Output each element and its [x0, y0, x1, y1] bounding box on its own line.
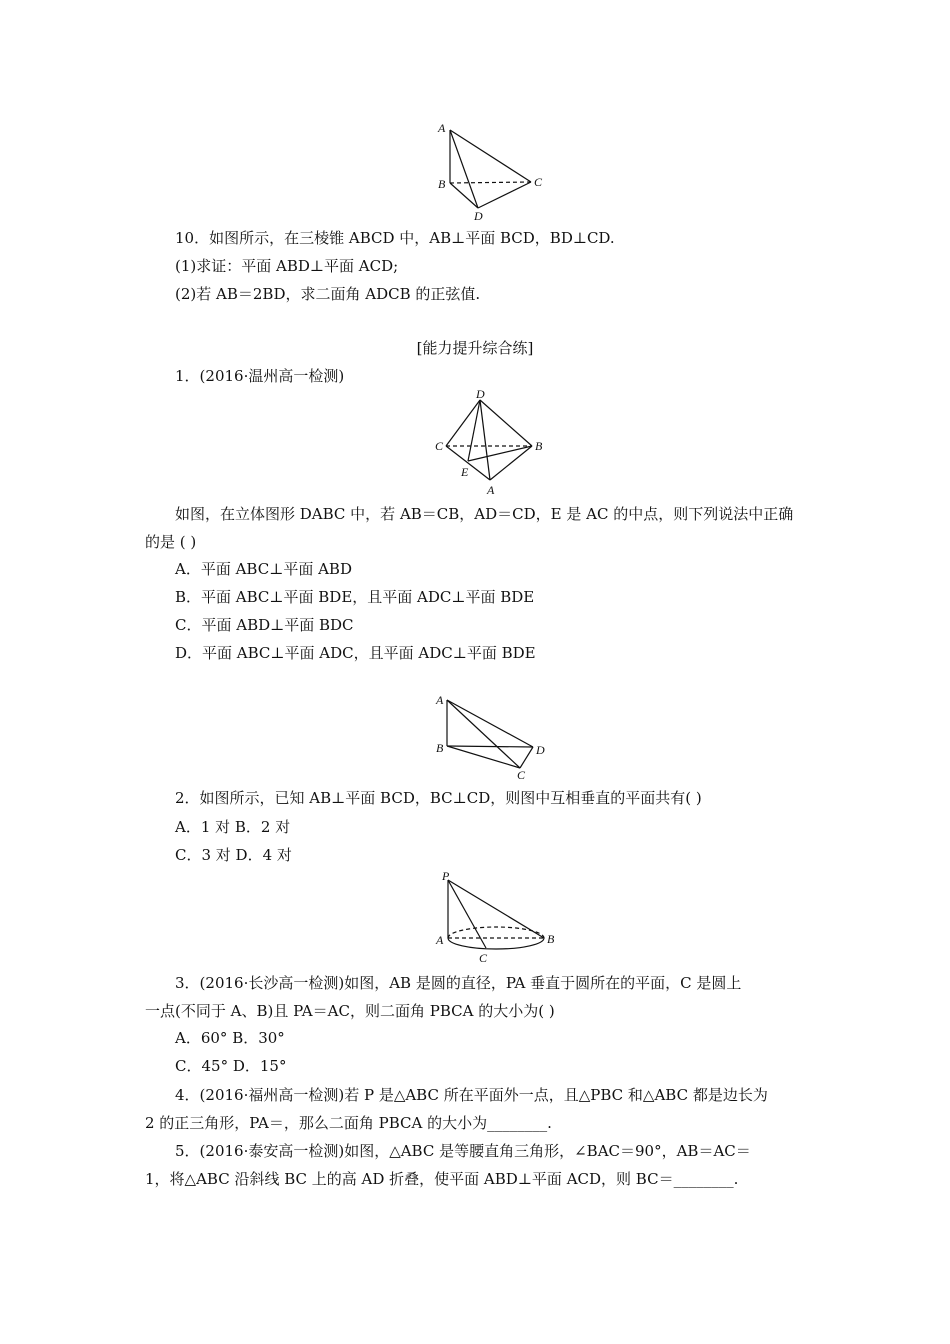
label-a: A [438, 121, 446, 135]
label-b: B [436, 741, 444, 755]
label-d: D [474, 209, 483, 223]
label-b: B [547, 932, 555, 946]
figure-tetrahedron-q10 [435, 118, 550, 223]
label-e: E [461, 465, 469, 479]
q4-line1: 4．(2016·福州高一检测)若 P 是△ABC 所在平面外一点，且△PBC 和△ABC 都是边长为 [175, 1086, 768, 1104]
q3-stem-line2: 一点(不同于 A、B)且 PA＝AC，则二面角 PBCA 的大小为( ) [145, 1002, 555, 1020]
q1-option-d: D．平面 ABC⊥平面 ADC，且平面 ADC⊥平面 BDE [175, 644, 536, 662]
figure-q1 [432, 388, 552, 500]
label-a: A [436, 933, 444, 947]
q10-stem: 10．如图所示，在三棱锥 ABCD 中，AB⊥平面 BCD，BD⊥CD. [175, 229, 615, 247]
label-c: C [534, 175, 543, 189]
label-c: C [435, 439, 444, 453]
label-d: D [476, 388, 485, 401]
label-c: C [479, 951, 488, 965]
q3-options-row1: A．60° B．30° [175, 1029, 285, 1047]
q2-options-row2: C．3 对 D．4 对 [175, 846, 292, 864]
q10-part2: (2)若 AB＝2BD，求二面角 ADCB 的正弦值. [175, 285, 481, 303]
label-c: C [517, 768, 526, 782]
label-b: B [535, 439, 543, 453]
q1-option-b: B．平面 ABC⊥平面 BDE，且平面 ADC⊥平面 BDE [175, 588, 535, 606]
q10-part1: (1)求证：平面 ABD⊥平面 ACD; [175, 257, 399, 275]
q3-stem-line1: 3．(2016·长沙高一检测)如图，AB 是圆的直径，PA 垂直于圆所在的平面，C 是圆上 [175, 974, 742, 992]
q5-line2: 1，将△ABC 沿斜线 BC 上的高 AD 折叠，使平面 ABD⊥平面 ACD，则 BC＝________. [145, 1170, 739, 1188]
figure-q2 [432, 688, 557, 783]
figure-q3 [432, 868, 557, 968]
q2-stem: 2．如图所示，已知 AB⊥平面 BCD，BC⊥CD，则图中互相垂直的平面共有( ) [175, 789, 702, 807]
label-d: D [536, 743, 545, 757]
label-a: A [487, 483, 495, 497]
q3-options-row2: C．45° D．15° [175, 1057, 287, 1075]
label-p: P [442, 869, 450, 883]
q1-head: 1．(2016·温州高一检测) [175, 367, 345, 385]
q1-option-a: A．平面 ABC⊥平面 ABD [175, 560, 352, 578]
q1-stem-line2: 的是 ( ) [145, 533, 197, 551]
q2-options-row1: A．1 对 B．2 对 [175, 818, 291, 836]
q1-option-c: C．平面 ABD⊥平面 BDC [175, 616, 354, 634]
label-a: A [436, 693, 444, 707]
q1-stem-line1: 如图，在立体图形 DABC 中，若 AB＝CB，AD＝CD，E 是 AC 的中点，则下列说法中正确 [175, 505, 794, 523]
q4-line2: 2 的正三角形，PA＝，那么二面角 PBCA 的大小为________. [145, 1114, 552, 1132]
q5-line1: 5．(2016·泰安高一检测)如图，△ABC 是等腰直角三角形，∠BAC＝90°，AB＝AC＝ [175, 1142, 751, 1160]
label-b: B [438, 177, 446, 191]
section-title: [能力提升综合练] [416, 339, 534, 357]
